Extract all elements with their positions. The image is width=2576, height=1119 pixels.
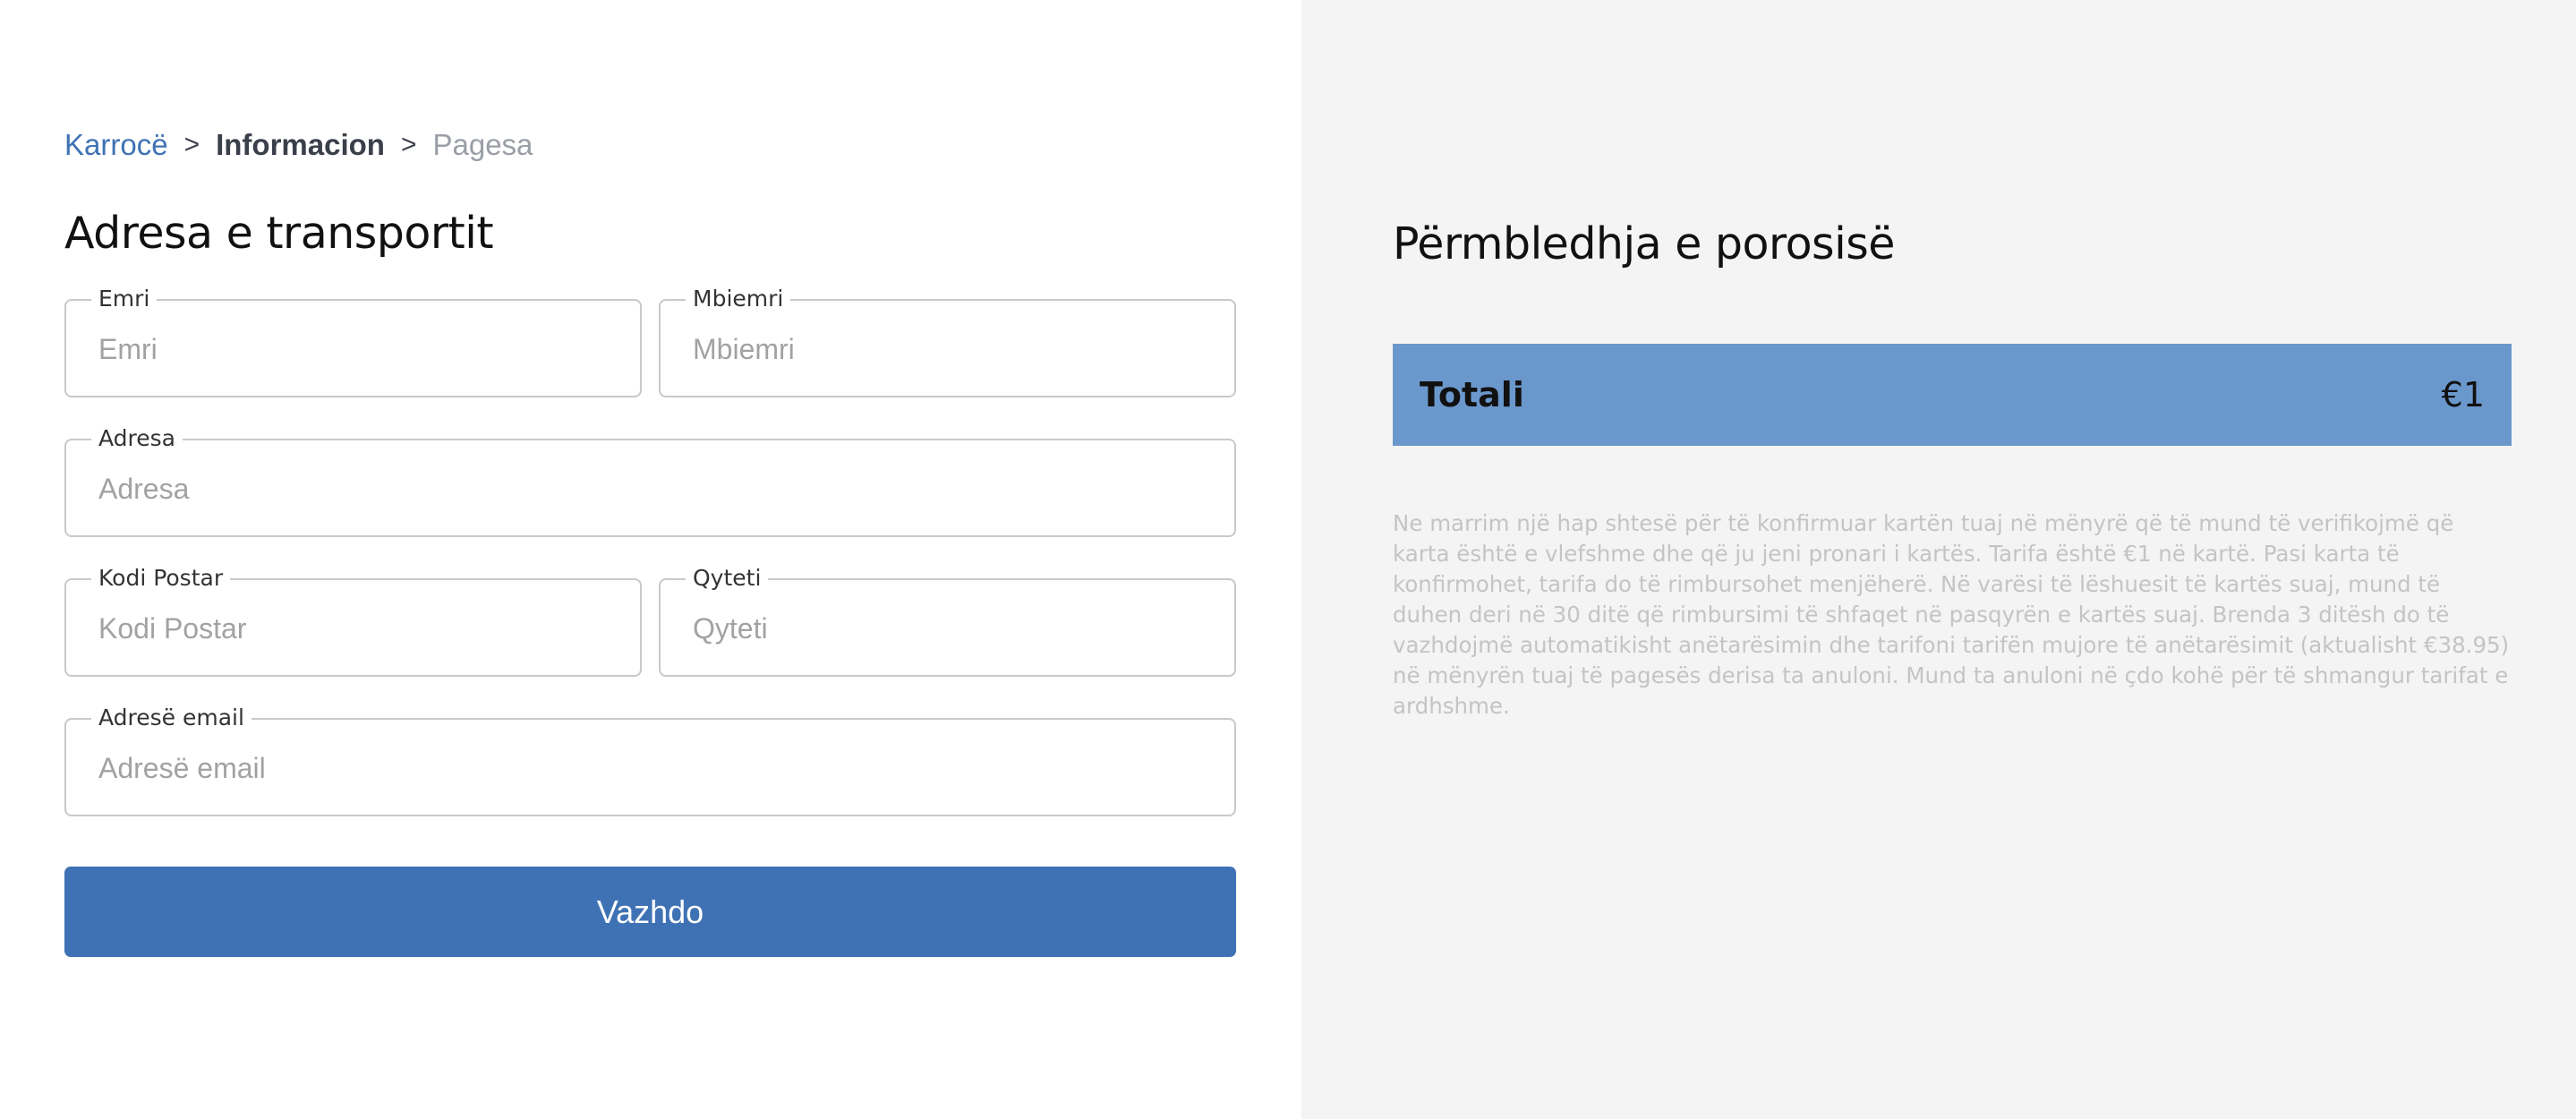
breadcrumb [64,125,533,165]
email-field [64,705,1236,816]
first-name-label: Emri [91,286,157,312]
order-summary-title: Përmbledhja e porosisë [1393,218,1895,269]
last-name-label: Mbiemri [686,286,790,312]
first-name-field [64,286,642,397]
last-name-input[interactable] [693,329,1202,369]
billing-disclaimer: Ne marrim një hap shtesë për të konfirmuar kartën tuaj në mënyrë që të mund të verifikojmë që karta është e vlefshme dhe që ju jeni pronari i kartës. Tarifa është €1 në kartë. Pasi karta të konfirmohet, tarifa do të rimbursohet menjëherë. Në varësi të lëshuesit të kartës suaj, mund të duhen deri në 30 ditë që rimbursimi të shfaqet në pasqyrën e kartës suaj. Brenda 3 ditësh do të vazhdojmë automatikisht anëtarësimin dhe tarifoni tarifën mujore të anëtarësimit (aktualisht €38.95) në mënyrën tuaj të pagesës derisa ta anuloni. Mund ta anuloni në çdo kohë për të shmangur tarifat e ardhshme. [1393,510,2510,719]
breadcrumb-payment: Pagesa [432,128,533,161]
total-label: Totali [1420,375,1524,414]
order-summary-panel [1301,0,2576,1119]
email-label: Adresë email [91,705,252,731]
total-bar [1393,344,2512,446]
total-value: €1 [2441,375,2485,414]
address-field [64,425,1236,537]
city-input[interactable] [693,609,1202,648]
breadcrumb-separator: > [400,130,417,159]
shipping-address-title: Adresa e transportit [64,208,494,259]
postal-code-input[interactable] [98,609,608,648]
breadcrumb-current: Informacion [216,128,385,161]
last-name-field [659,286,1236,397]
continue-button[interactable]: Vazhdo [64,867,1236,957]
postal-code-field [64,565,642,677]
address-input[interactable] [98,469,1202,508]
city-field [659,565,1236,677]
breadcrumb-cart-link[interactable]: Karrocë [64,128,168,161]
email-input[interactable] [98,748,1202,788]
breadcrumb-separator: > [183,130,200,159]
first-name-input[interactable] [98,329,608,369]
postal-code-label: Kodi Postar [91,565,230,592]
address-label: Adresa [91,425,183,452]
city-label: Qyteti [686,565,768,592]
